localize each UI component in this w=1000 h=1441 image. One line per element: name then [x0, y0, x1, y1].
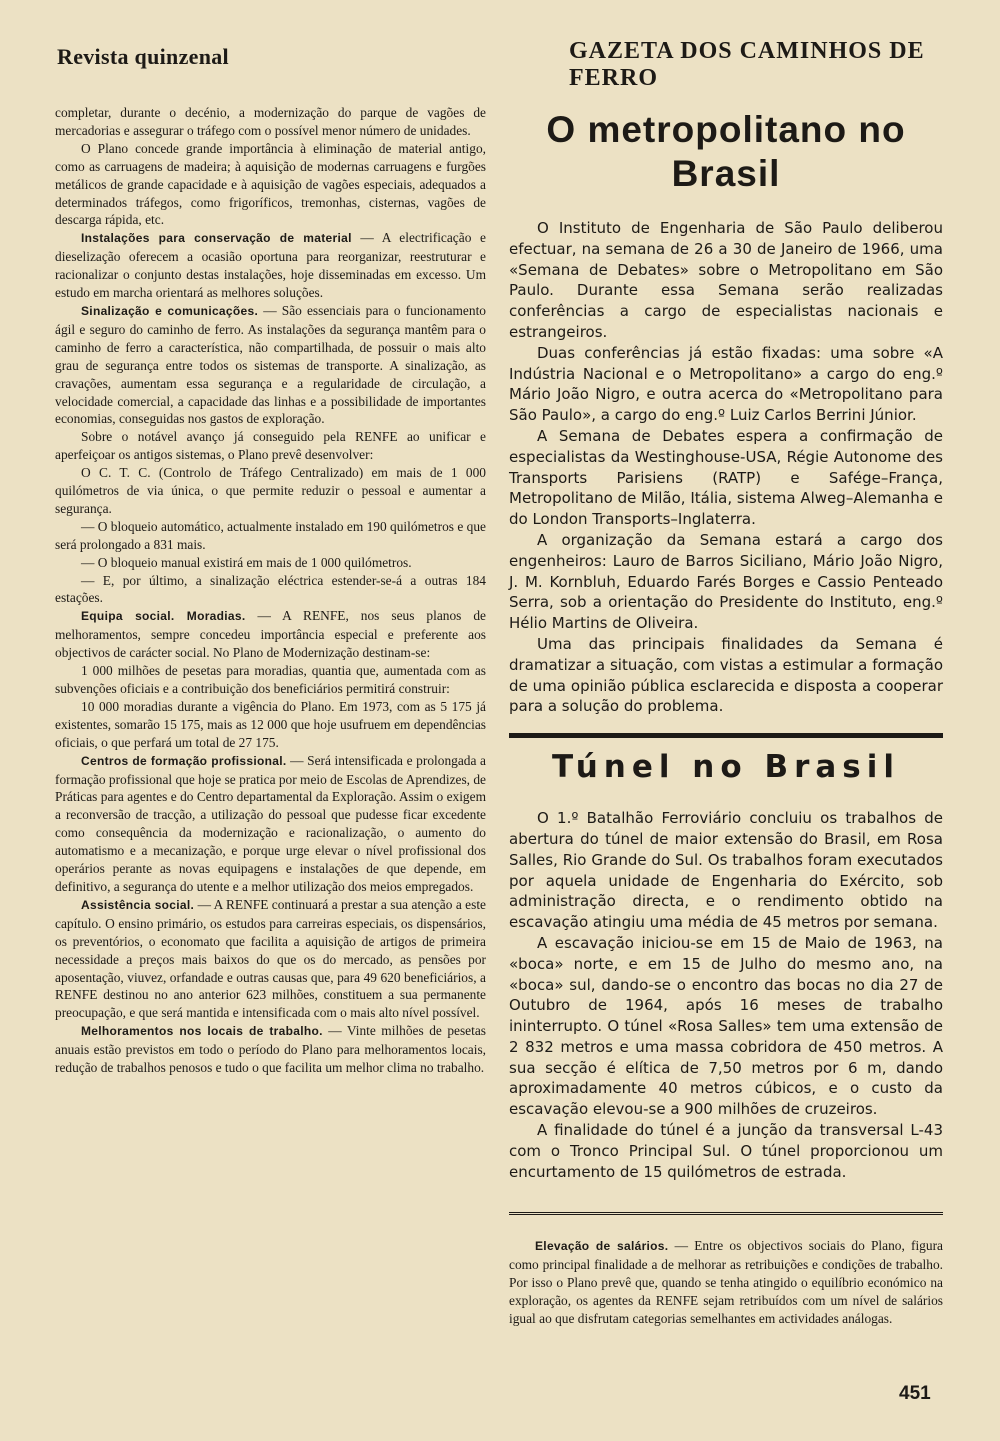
section-heading: Centros de formação profissional. [81, 753, 287, 768]
section-heading: Instalações para conservação de material [81, 231, 352, 246]
section-text: — A electrificação e dieselização oferecem a ocasião oportuna para reorganizar, reestruturar e racionalizar o conjunto destas instalações, hoje disseminadas em excesso. Um estudo em marcha orientará as melhores soluções. [55, 230, 486, 301]
section-divider-double [509, 1212, 943, 1215]
article-elevacao-salarios [509, 1237, 943, 1328]
section-text: — A RENFE, nos seus planos de melhoramentos, sempre concedeu importância especial e preferente aos objectivos de carácter social. No Plano de Modernização destinam-se: [55, 608, 486, 661]
paragraph: O Instituto de Engenharia de São Paulo deliberou efectuar, na semana de 26 a 30 de Janeiro de 1966, uma «Semana de Debates» sobre o Metropolitano em São Paulo. Durante essa Semana serão realizadas conferências a cargo de especialistas nacionais e estrangeiros. [509, 219, 943, 341]
paragraph [55, 229, 486, 302]
right-column [509, 100, 943, 1328]
section-text: — São essenciais para o funcionamento ágil e seguro do caminho de ferro. As instalações da segurança mantêm para o caminho de ferro a característica, não compartilhada, de possuir o mais alto grau de segurança entre todos os sistemas de transporte. A sinalização, as cravações, aumentam essa segurança e a regularidade de circulação, a velocidade comercial, a capacidade das linhas e a possibilidade de importantes economias, conseguidas nos gastos de exploração. [55, 302, 486, 427]
section-text: — Vinte milhões de pesetas anuais estão previstos em todo o período do Plano para melhoramentos locais, redução de trabalhos penosos e tudo o que facilita um melhor clima no trabalho. [55, 1023, 486, 1076]
section-text: — Será intensificada e prolongada a formação profissional que hoje se pratica por meio de Escolas de Aprendizes, de Práticas para agentes e do Centro departamental da Exploração. Assim o exigem a reconversão de tracção, a utilização do pessoal que pudesse ficar excedente como consequência da modernização e racionalização, o aumento do automatismo e a mecanização, e porque urge elevar o nível profissional dos operários perante as novas equipagens e instalações de que depende, em definitivo, a segurança do utente e a melhor utilização dos meios empregados. [55, 752, 486, 894]
section-heading: Melhoramentos nos locais de trabalho. [81, 1024, 323, 1039]
paragraph [55, 896, 486, 1022]
section-heading: Assistência social. [81, 897, 195, 912]
section-heading: Elevação de salários. [535, 1239, 669, 1254]
article-title-metropolitano: O metropolitano no Brasil [546, 109, 906, 194]
paragraph: 1 000 milhões de pesetas para moradias, quantia que, aumentada com as subvenções oficiais e a contribuição dos beneficiários permitirá construir: [55, 663, 486, 696]
paragraph: completar, durante o decénio, a modernização do parque de vagões de mercadorias e assegurar o tráfego com o possível menor número de unidades. [55, 105, 486, 138]
paragraph: 10 000 moradias durante a vigência do Plano. Em 1973, com as 5 175 já existentes, somarão 15 175, mais as 12 000 que hoje usufruem em dependências oficiais, o que perfará um total de 27 175. [55, 698, 486, 750]
section-heading: Sinalização e comunicações. [81, 303, 259, 318]
paragraph: Uma das principais finalidades da Semana é dramatizar a situação, com vistas a estimular a formação de uma opinião pública esclarecida e disposta a cooperar para a solução do problema. [509, 634, 943, 716]
paragraph: A escavação iniciou-se em 15 de Maio de 1963, na «boca» norte, e em 15 de Julho do mesmo ano, na «boca» sul, dando-se o encontro das bocas no dia 27 de Outubro de 1964, após 16 meses de trabalho ininterrupto. O túnel «Rosa Salles» tem uma extensão de 2 832 metros e uma massa cobridora de 450 metros. A sua secção é elítica de 7,50 metros por 6 m, dando aproximadamente 40 metros cúbicos, e o custo da escavação elevou-se a 900 milhões de cruzeiros. [509, 933, 943, 1119]
section-text: — A RENFE continuará a prestar a sua atenção a este capítulo. O ensino primário, os estudos para carreiras especiais, os dispensários, os preventórios, o economato que facilita a aquisição de artigos de primeira necessidade a preços mais baixos do que os do mercado, as pensões por aposentação, viuvez, orfandade e outras causas que, para 49 620 beneficiários, a RENFE destinou no ano anterior 623 milhões, constituem a sua permanente preocupação, e que será mantida e intensificada com o mais alto nível possível. [55, 896, 486, 1021]
section-divider [509, 733, 943, 738]
article-tunel [509, 808, 943, 1182]
paragraph: A Semana de Debates espera a confirmação de especialistas da Westinghouse-USA, Régie Autonome des Transports Parisiens (RATP) e Safége–França, Metropolitano de Milão, Itália, sistema Alweg–Alemanha e do London Transports–Inglaterra. [509, 426, 943, 529]
header-publication-frequency: Revista quinzenal [57, 44, 229, 69]
paragraph [55, 607, 486, 662]
paragraph: — O bloqueio automático, actualmente instalado em 190 quilómetros e que será prolongado a 831 mais. [55, 518, 486, 552]
page-number: 451 [899, 1383, 931, 1404]
article-metropolitano [509, 218, 943, 717]
paragraph [55, 302, 486, 428]
paragraph [509, 1237, 943, 1328]
paragraph: Duas conferências já estão fixadas: uma sobre «A Indústria Nacional e o Metropolitano» a cargo do eng.º Mário João Nigro, e outra acerca do «Metropolitano para São Paulo», a cargo do eng.º Luiz Carlos Berrini Júnior. [509, 343, 943, 425]
paragraph [55, 1022, 486, 1077]
paragraph: O C. T. C. (Controlo de Tráfego Centralizado) em mais de 1 000 quilómetros de via única, o que permite reduzir o pessoal e aumentar a segurança. [55, 465, 486, 516]
paragraph: O 1.º Batalhão Ferroviário concluiu os trabalhos de abertura do túnel de maior extensão do Brasil, em Rosa Salles, Rio Grande do Sul. Os trabalhos foram executados por aquela unidade de Engenharia do Exército, sob administração directa, e o rendimento obtido na escavação atingiu uma média de 45 metros por semana. [509, 809, 943, 932]
paragraph: A organização da Semana estará a cargo dos engenheiros: Lauro de Barros Siciliano, Mário João Nigro, J. M. Kornbluh, Eduardo Farés Borges e Cassio Penteado Serra, sob a orientação do Presidente do Instituto, eng.º Hélio Martins de Oliveira. [509, 530, 943, 633]
paragraph: Sobre o notável avanço já conseguido pela RENFE ao unificar e aperfeiçoar os antigos sistemas, o Plano prevê desenvolver: [55, 429, 486, 463]
article-title-tunel: Túnel no Brasil [551, 749, 901, 786]
paragraph: — E, por último, a sinalização eléctrica estender-se-á a outras 184 estações. [55, 572, 486, 606]
paragraph: O Plano concede grande importância à eliminação de material antigo, como as carruagens de madeira; à aquisição de modernas carruagens e furgões metálicos de grande capacidade e à aquisição de vagões especiais, adequados a determinados tráfegos, como frigoríficos, tremonhas, cisternas, vagões de descarga rápida, etc. [55, 140, 486, 228]
paragraph: — O bloqueio manual existirá em mais de 1 000 quilómetros. [81, 554, 412, 570]
section-heading: Equipa social. Moradias. [81, 609, 246, 624]
left-column [55, 104, 486, 1077]
paragraph [55, 752, 486, 896]
header-magazine-title: GAZETA DOS CAMINHOS DE FERRO [569, 38, 925, 91]
section-text: — Entre os objectivos sociais do Plano, figura como principal finalidade a de melhorar as retribuições e condições de trabalho. Por isso o Plano prevê que, quando se tenha atingido o equilíbrio económico na exploração, os agentes da RENFE sejam retribuídos com um nível de salários igual ao que disfrutam categorias semelhantes em actividades análogas. [509, 1238, 943, 1327]
paragraph: A finalidade do túnel é a junção da transversal L-43 com o Tronco Principal Sul. O túnel proporcionou um encurtamento de 15 quilómetros de estrada. [509, 1121, 943, 1181]
